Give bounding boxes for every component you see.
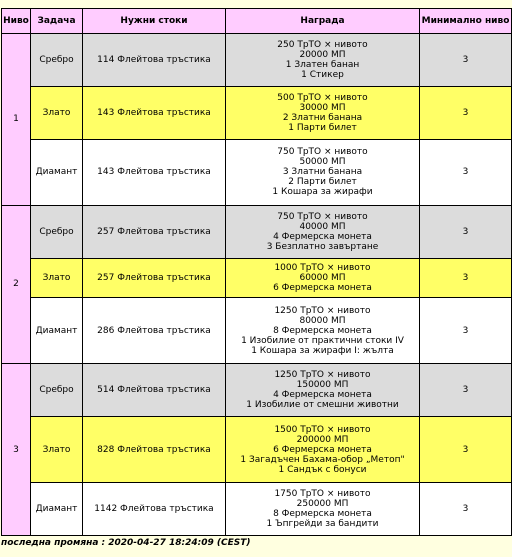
reward-line: 1 Загадъчен Бахама-обор „Метоп" — [240, 454, 405, 465]
goods-cell: 514 Флейтова тръстика — [83, 364, 225, 416]
level-cell: 1 — [2, 34, 30, 205]
reward-line: 1 Изобилие от смешни животни — [246, 400, 399, 411]
tasks-table — [1, 8, 512, 536]
table-row — [2, 87, 511, 139]
reward-line: 1500 ТрТО × нивото — [274, 424, 371, 435]
reward-line: 150000 МП — [296, 380, 349, 391]
table-row — [2, 417, 511, 482]
task-cell: Сребро — [31, 364, 82, 416]
header-row — [2, 9, 511, 33]
task-cell: Диамант — [31, 483, 82, 535]
task-cell: Злато — [31, 87, 82, 139]
reward-line: 6 Фермерска монета — [273, 282, 372, 293]
min-level-cell: 3 — [420, 259, 511, 298]
reward-line: 2 Парти билет — [288, 177, 357, 188]
table-row — [2, 34, 511, 86]
table-row — [2, 364, 511, 416]
reward-line: 1 Парти билет — [288, 122, 357, 133]
min-level-cell: 3 — [420, 140, 511, 205]
reward-line: 2 Златни банана — [282, 112, 363, 123]
reward-line: 200000 МП — [296, 434, 349, 445]
reward-line: 1 Ъпгрейди за бандити — [266, 519, 379, 530]
table-row — [2, 206, 511, 258]
reward-line: 60000 МП — [299, 272, 346, 283]
reward-cell — [226, 140, 419, 205]
reward-line: 8 Фермерска монета — [273, 509, 372, 520]
table-row — [2, 259, 511, 298]
level-cell: 3 — [2, 364, 30, 535]
task-cell: Диамант — [31, 140, 82, 205]
goods-cell: 257 Флейтова тръстика — [83, 206, 225, 258]
header-reward: Награда — [226, 9, 419, 33]
min-level-cell: 3 — [420, 483, 511, 535]
reward-cell — [226, 483, 419, 535]
min-level-cell: 3 — [420, 34, 511, 86]
goods-cell: 114 Флейтова тръстика — [83, 34, 225, 86]
goods-cell: 1142 Флейтова тръстика — [83, 483, 225, 535]
reward-line: 40000 МП — [299, 221, 346, 232]
reward-cell — [226, 206, 419, 258]
reward-line: 1250 ТрТО × нивото — [274, 305, 371, 316]
reward-cell — [226, 87, 419, 139]
last-modified-footer: последна промяна : 2020-04-27 18:24:09 (CEST) — [1, 538, 251, 548]
reward-line: 1 Кошара за жирафи I: жълта — [251, 345, 394, 356]
task-cell: Сребро — [31, 34, 82, 86]
reward-line: 80000 МП — [299, 315, 346, 326]
reward-line: 8 Фермерска монета — [273, 325, 372, 336]
header-min-level: Минимално ниво — [420, 9, 511, 33]
min-level-cell: 3 — [420, 298, 511, 363]
reward-line: 750 ТрТО × нивото — [277, 147, 368, 158]
table-row — [2, 298, 511, 363]
level-cell: 2 — [2, 206, 30, 364]
reward-line: 1 Кошара за жирафи — [272, 187, 373, 198]
reward-line: 1 Златен банан — [285, 59, 360, 70]
reward-line: 3 Безплатно завъртане — [266, 241, 379, 252]
reward-cell — [226, 364, 419, 416]
goods-cell: 828 Флейтова тръстика — [83, 417, 225, 482]
header-task: Задача — [31, 9, 82, 33]
reward-cell — [226, 417, 419, 482]
reward-cell — [226, 259, 419, 298]
task-cell: Сребро — [31, 206, 82, 258]
reward-line: 50000 МП — [299, 157, 346, 168]
goods-cell: 143 Флейтова тръстика — [83, 87, 225, 139]
header-goods: Нужни стоки — [83, 9, 225, 33]
reward-line: 1250 ТрТО × нивото — [274, 370, 371, 381]
reward-line: 250 ТрТО × нивото — [277, 39, 368, 50]
reward-line: 3 Златни банана — [282, 167, 363, 178]
header-level: Ниво — [2, 9, 30, 33]
reward-cell — [226, 34, 419, 86]
reward-line: 20000 МП — [299, 49, 346, 60]
goods-cell: 143 Флейтова тръстика — [83, 140, 225, 205]
min-level-cell: 3 — [420, 417, 511, 482]
task-cell: Злато — [31, 259, 82, 298]
min-level-cell: 3 — [420, 87, 511, 139]
reward-line: 1 Стикер — [301, 69, 344, 80]
task-cell: Злато — [31, 417, 82, 482]
reward-line: 1000 ТрТО × нивото — [274, 262, 371, 273]
reward-line: 4 Фермерска монета — [273, 231, 372, 242]
reward-line: 6 Фермерска монета — [273, 444, 372, 455]
reward-line: 1 Изобилие от практични стоки IV — [241, 335, 404, 346]
min-level-cell: 3 — [420, 364, 511, 416]
reward-line: 30000 МП — [299, 102, 346, 113]
reward-line: 750 ТрТО × нивото — [277, 211, 368, 222]
reward-cell — [226, 298, 419, 363]
table-row — [2, 140, 511, 205]
reward-line: 1750 ТрТО × нивото — [274, 489, 371, 500]
goods-cell: 257 Флейтова тръстика — [83, 259, 225, 298]
goods-cell: 286 Флейтова тръстика — [83, 298, 225, 363]
reward-line: 250000 МП — [296, 499, 349, 510]
reward-line: 4 Фермерска монета — [273, 390, 372, 401]
reward-line: 500 ТрТО × нивото — [277, 92, 368, 103]
table-row — [2, 483, 511, 535]
reward-line: 1 Сандък с бонуси — [278, 464, 367, 475]
min-level-cell: 3 — [420, 206, 511, 258]
task-cell: Диамант — [31, 298, 82, 363]
